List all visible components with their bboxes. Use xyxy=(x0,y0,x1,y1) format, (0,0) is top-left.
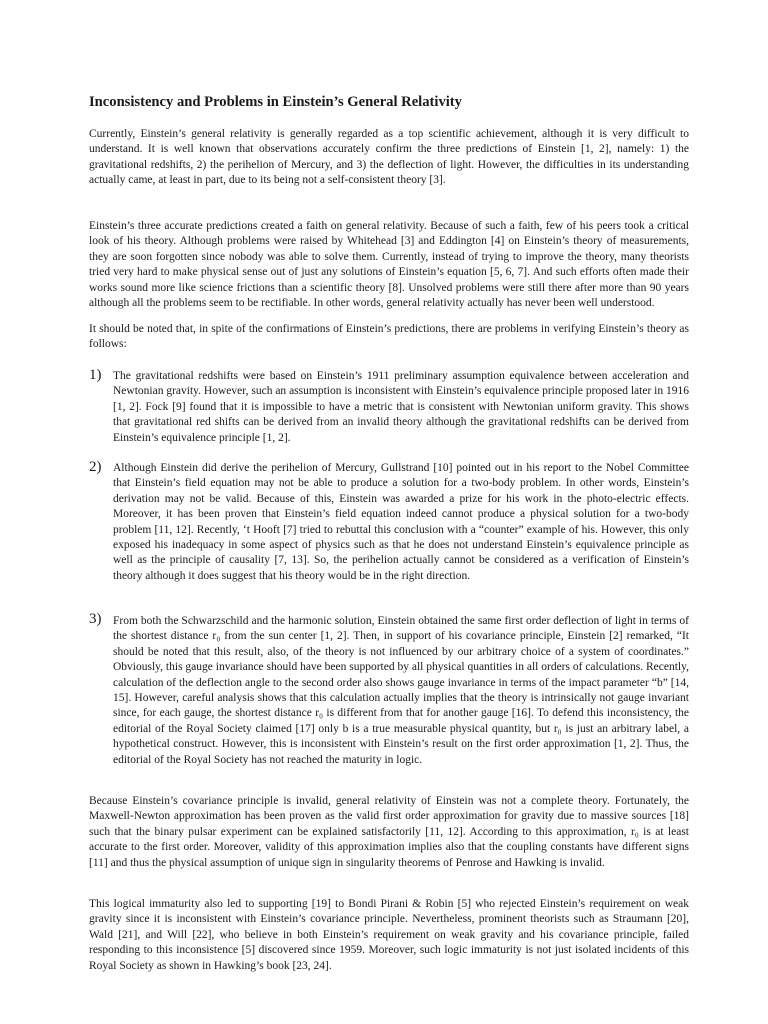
paragraph-intro: Currently, Einstein’s general relativity is generally regarded as a top scientific achievement, although it is very difficult to understand. It is well known that observations accurately confirm the three predictions of Einstein [1, 2], namely: 1) the gravitational redshifts, 2) the perihelion of Mercury, and 3) the deflection of light. However, the difficulties in its understanding actually came, at least in part, due to its being not a self-consistent theory [3]. xyxy=(89,128,689,187)
list-item-deflection: From both the Schwarzschild and the harmonic solution, Einstein obtained the same first order deflection of light in terms of the shortest distance r₀ from the sun center [1, 2]. Then, in support of his covariance principle, Einstein [2] remarked, “It should be noted that this result, also, of the theory is not influenced by our arbitrary choice of a system of coordinates.” Obviously, this gauge invariance should have been supported by all physical quantities in all orders of calculations. Recently, calculation of the deflection angle to the second order also shows gauge invariance in terms of the impact parameter “b” [14, 15]. However, careful analysis shows that this calculation actually implies that the theory is intrinsically not gauge invariant since, for each gauge, the shortest distance r₀ is different from that for another gauge [16]. To defend this inconsistency, the editorial of the Royal Society claimed [17] only b is a true measurable physical quantity, but r₀ is just an arbitrary label, a hypothetical construct. However, this is inconsistent with Einstein’s result on the first order approximation [1, 2]. Thus, the editorial of the Royal Society has not reached the maturity in logic. xyxy=(113,615,689,766)
paragraph-covariance: Because Einstein’s covariance principle is invalid, general relativity of Einstein was not a complete theory. Fortunately, the Maxwell-Newton approximation has been proven as the valid first order approximation for gravity due to massive sources [18] such that the binary pulsar experiment can be explained satisfactorily [11, 12]. According to this approximation, r₀ is at least accurate to the first order. Moreover, validity of this approximation implies also that the coupling constants have different signs [11] and thus the physical assumption of unique sign in singularity theorems of Penrose and Hawking is invalid. xyxy=(89,795,689,869)
paragraph-logical-immaturity: This logical immaturity also led to supporting [19] to Bondi Pirani & Robin [5] who rejected Einstein’s requirement on weak gravity since it is inconsistent with Einstein’s covariance principle. Nevertheless, prominent theorists such as Straumann [20], Wald [21], and Will [22], who believe in both Einstein’s requirement on weak gravity and his covariance principle, failed responding to this inconsistence [5] discovered since 1959. Moreover, such logic immaturity is not just isolated incidents of this Royal Society as shown in Hawking’s book [23, 24]. xyxy=(89,898,689,972)
paragraph-faith: Einstein’s three accurate predictions created a faith on general relativity. Because of such a faith, few of his peers took a critical look of his theory. Although problems were raised by Whitehead [3] and Eddington [4] on Einstein’s theory of measurements, they are soon forgotten since nobody was able to solve them. Currently, instead of trying to improve the theory, many theorists tried very hard to make physical sense out of just any solutions of Einstein’s equation [5, 6, 7]. And such efforts often made their works sound more like science frictions than a scientific theory [8]. Unsolved problems were still there after more than 90 years although all the problems seem to be rectifiable. In other words, general relativity actually has never been well understood. xyxy=(89,220,689,310)
paragraph-problems-intro: It should be noted that, in spite of the confirmations of Einstein’s predictions, there are problems in verifying Einstein’s theory as follows: xyxy=(89,323,689,351)
list-number: 1) xyxy=(89,367,102,383)
list-item-perihelion: Although Einstein did derive the perihelion of Mercury, Gullstrand [10] pointed out in his report to the Nobel Committee that Einstein’s field equation may not be able to produce a solution for a two-body problem. In other words, Einstein’s derivation may not be valid. Because of this, Einstein was awarded a prize for his work in the photo-electric effects. Moreover, it has been proven that Einstein’s field equation indeed cannot produce a physical solution for a two-body problem [11, 12]. Recently, ‘t Hooft [7] tried to rebuttal this conclusion with a “counter” example of his. However, this only exposed his inadequacy in some aspect of physics such as that he does not understand Einstein’s equivalence principle as well as the principle of causality [7, 13]. So, the perihelion actually cannot be considered as a verification of Einstein’s theory although it does suggest that his theory would be in the right direction. xyxy=(113,462,689,582)
document-title: Inconsistency and Problems in Einstein’s General Relativity xyxy=(89,94,462,110)
list-number: 3) xyxy=(89,611,102,627)
list-number: 2) xyxy=(89,459,102,475)
list-item-redshifts: The gravitational redshifts were based on Einstein’s 1911 preliminary assumption equivalence between acceleration and Newtonian gravity. However, such an assumption is inconsistent with Einstein’s equivalence principle proposed later in 1916 [1, 2]. Fock [9] found that it is impossible to have a metric that is consistent with Newtonian uniform gravity. This shows that gravitational red shifts can be derived from an invalid theory although the gravitational redshifts can be derived from Einstein’s equivalence principle [1, 2]. xyxy=(113,370,689,444)
